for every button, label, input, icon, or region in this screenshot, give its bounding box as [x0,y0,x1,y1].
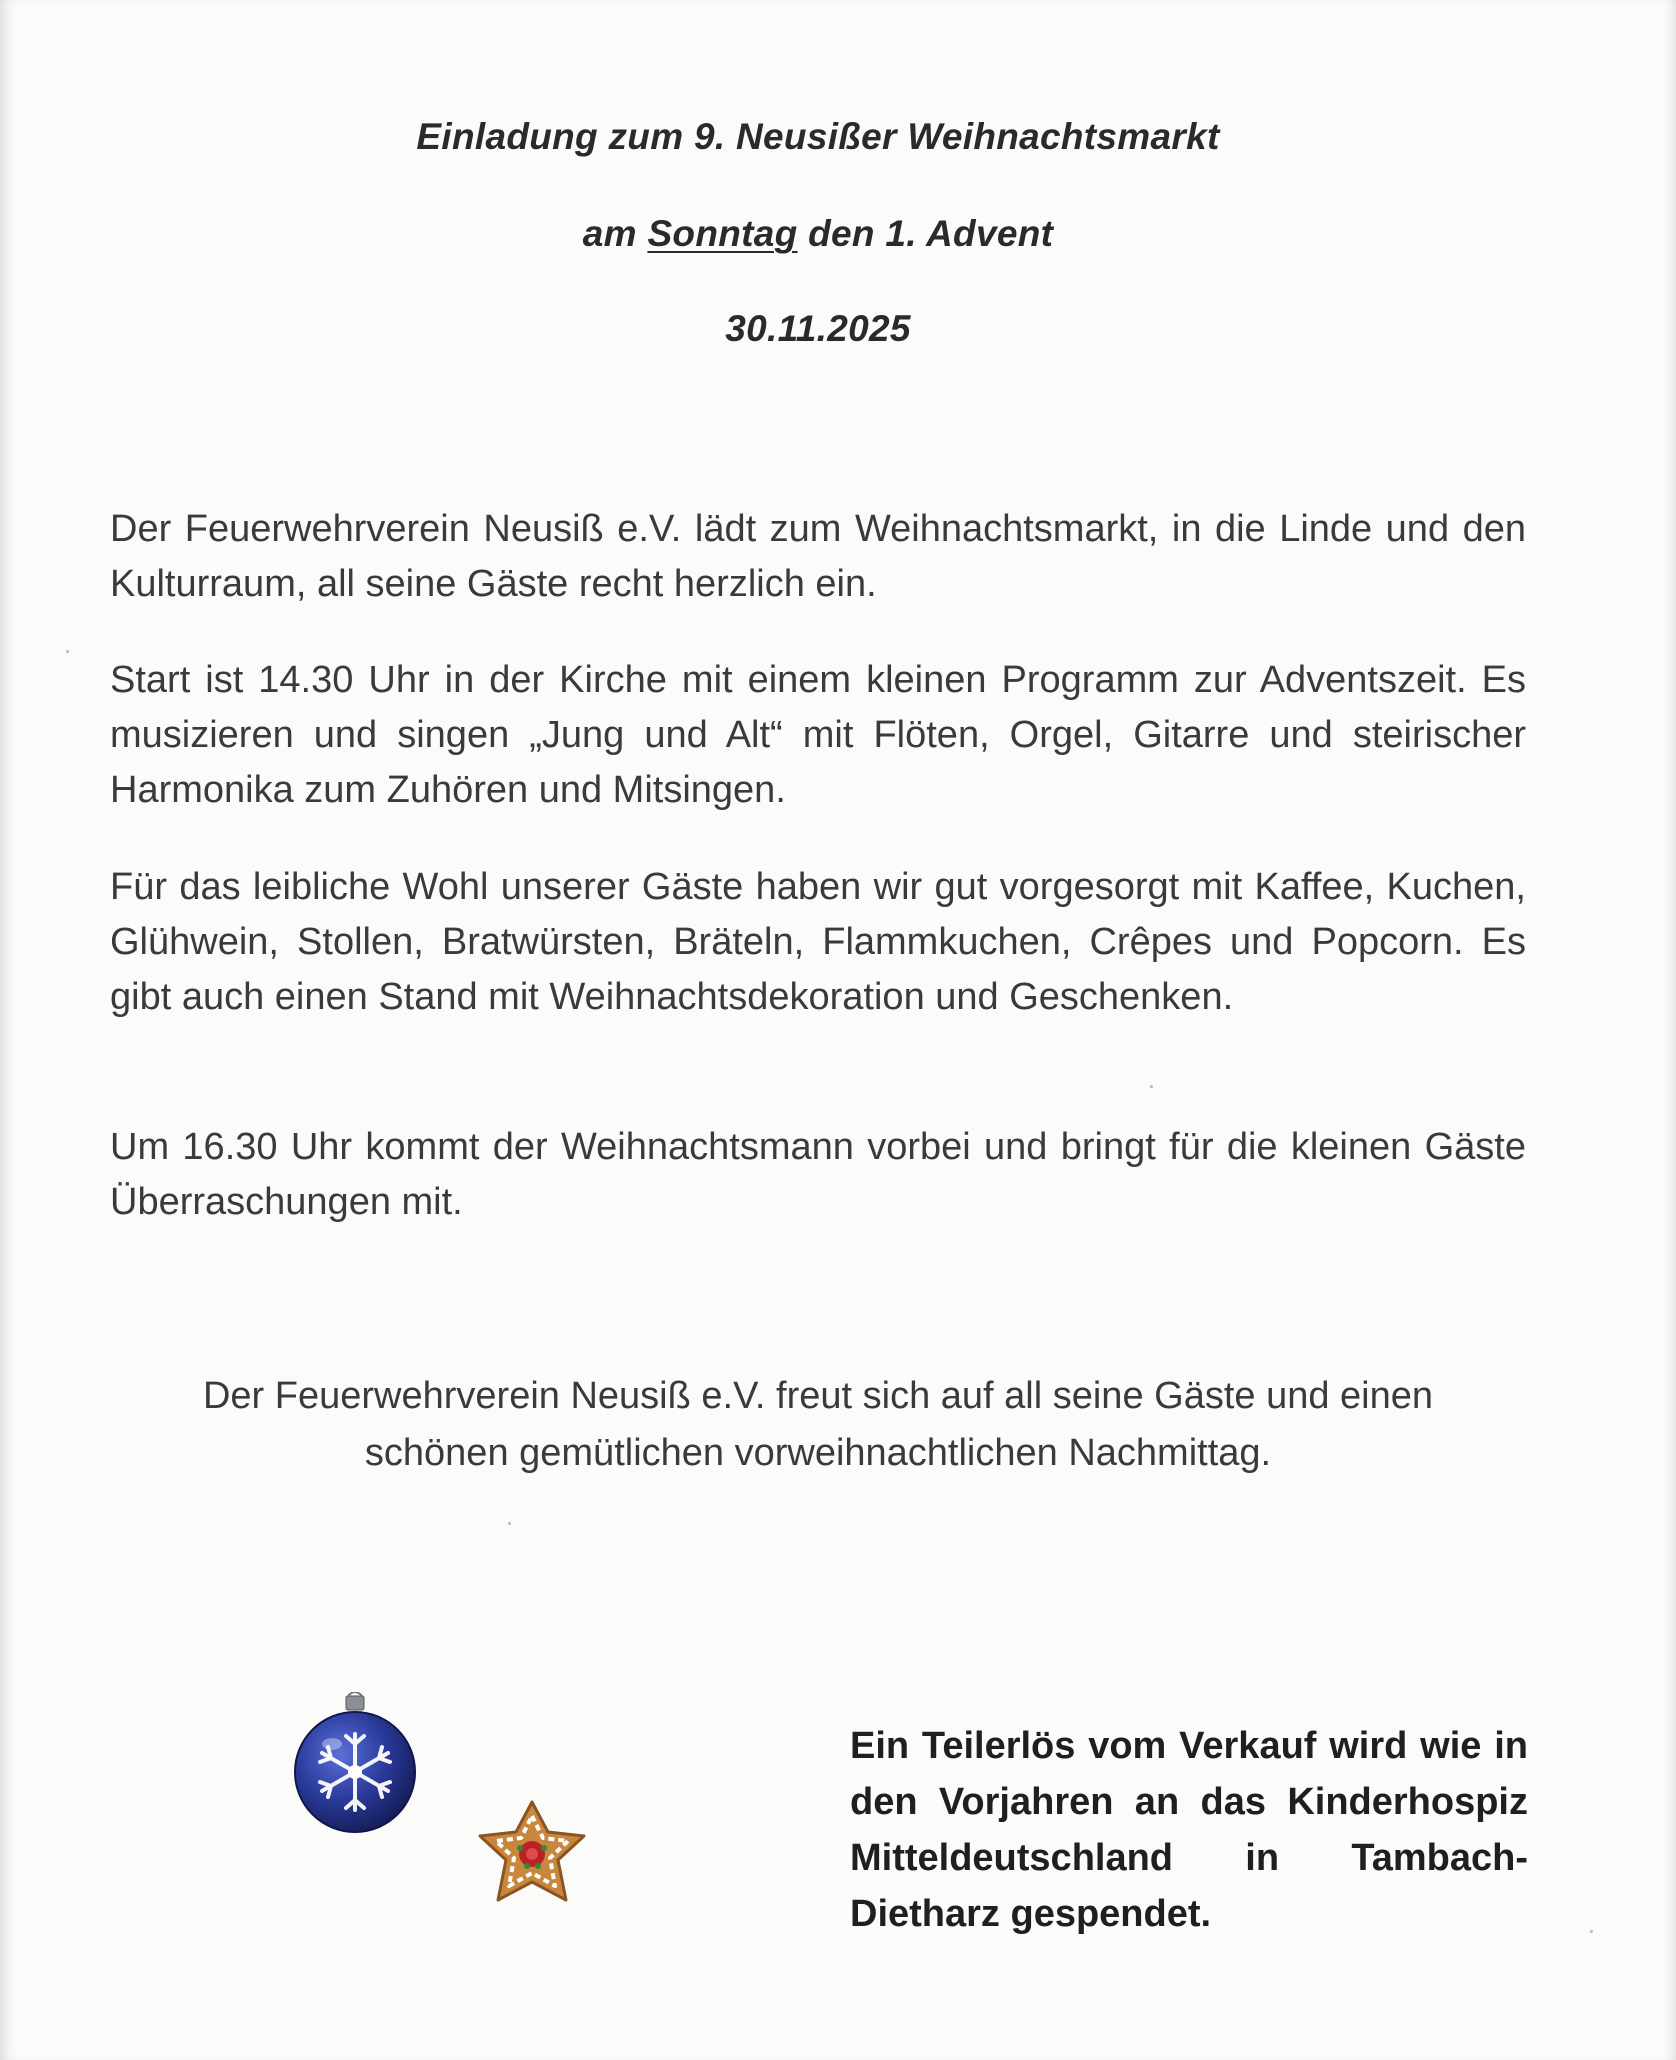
gingerbread-star-icon [472,1796,592,1912]
paragraph-food: Für das leibliche Wohl unserer Gäste haben wir gut vorgesorgt mit Kaffee, Kuchen, Glühwein, Stollen, Bratwürsten, Bräteln, Flammkuchen, Crêpes und Popcorn. Es gibt auch einen Stand mit Weihnachtsdekoration und Geschenken. [110,866,1526,1018]
invitation-title: Einladung zum 9. Neusißer Weihnachtsmarkt [416,116,1220,157]
paragraph-program: Start ist 14.30 Uhr in der Kirche mit einem kleinen Programm zur Adventszeit. Es musizieren und singen „Jung und Alt“ mit Flöten, Orgel, Gitarre und steirischer Harmonika zum Zuhören und Mitsingen. [110,659,1526,811]
paragraph-intro: Der Feuerwehrverein Neusiß e.V. lädt zum Weihnachtsmarkt, in die Linde und den Kulturraum, all seine Gäste recht herzlich ein. [110,508,1526,605]
scan-speck [508,1522,511,1525]
christmas-bauble-icon [290,1692,420,1842]
scan-speck [1590,1930,1593,1933]
closing-line-2: schönen gemütlichen vorweihnachtlichen Nachmittag. [364,1432,1272,1474]
event-day-prefix: am [582,213,648,254]
event-day-line [0,213,1636,255]
paragraph-santa: Um 16.30 Uhr kommt der Weihnachtsmann vorbei und bringt für die kleinen Gäste Überraschungen mit. [110,1126,1526,1223]
event-day-underlined: Sonntag [647,213,798,254]
closing-text [110,1368,1526,1482]
event-date: 30.11.2025 [725,308,911,349]
scan-speck [66,650,69,653]
scan-speck [1150,1085,1153,1088]
closing-line-1: Der Feuerwehrverein Neusiß e.V. freut sich auf all seine Gäste und einen [202,1375,1434,1417]
donation-note: Ein Teilerlös vom Verkauf wird wie in den Vorjahren an das Kinderhospiz Mitteldeutschland in Tambach-Dietharz gespendet. [850,1725,1528,1935]
event-day-suffix: den 1. Advent [797,213,1054,254]
